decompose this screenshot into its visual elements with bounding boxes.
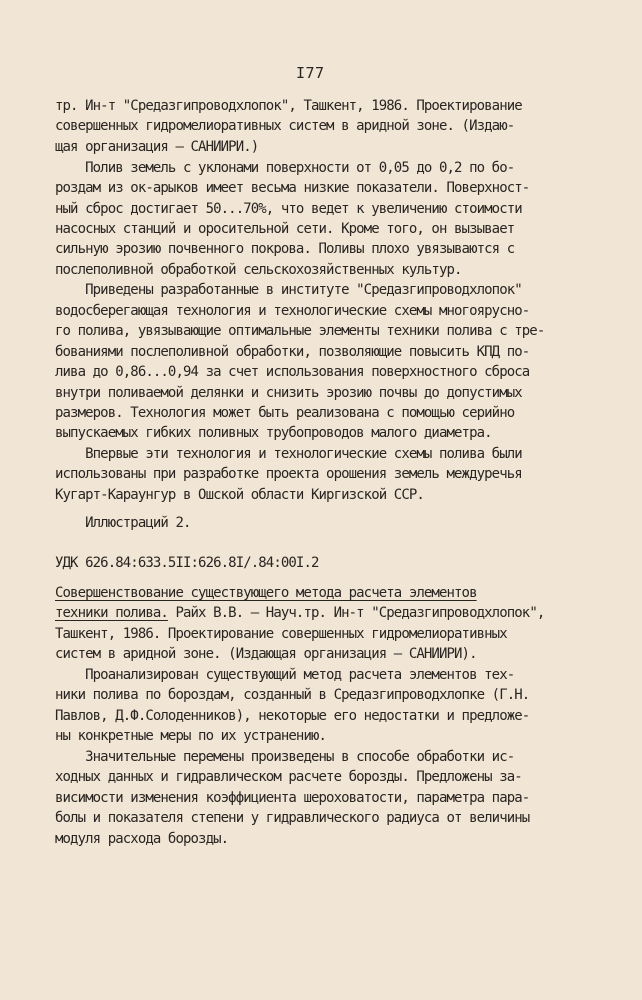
page-number: I77 — [296, 64, 325, 82]
text-line: использованы при разработке проекта орошения земель междуречья — [55, 466, 522, 482]
text-line: тр. Ин-т "Средазгипроводхлопок", Ташкент, 1986. Проектирование — [55, 98, 522, 114]
text-line: размеров. Технология может быть реализована с помощью серийно — [55, 405, 515, 421]
text-line: бованиями послеполивной обработки, позволяющие повысить КПД по- — [55, 344, 530, 360]
text-line: Впервые эти технология и технологические схемы полива были — [55, 446, 522, 462]
text-line: водосберегающая технология и технологические схемы многоярусно- — [55, 303, 530, 319]
article-title: Совершенствование существующего метода расчета элементов — [55, 585, 477, 601]
text-line: совершенных гидромелиоративных систем в аридной зоне. (Издаю- — [55, 118, 515, 134]
text-line: модуля расхода борозды. — [55, 831, 229, 847]
text-line: Проанализирован существующий метод расчета элементов тех- — [55, 667, 515, 683]
text-line: ны конкретные меры по их устранению. — [55, 728, 327, 744]
text-line: внутри поливаемой делянки и снизить эрозию почвы до допустимых — [55, 385, 522, 401]
text-line: Приведены разработанные в институте "Средазгипроводхлопок" — [55, 282, 522, 298]
text-line: ный сброс достигает 50...70%, что ведет к увеличению стоимости — [55, 201, 522, 217]
text-line: Павлов, Д.Ф.Солоденников), некоторые его недостатки и предложе- — [55, 708, 530, 724]
text-line: роздам из ок-арыков имеет весьма низкие показатели. Поверхност- — [55, 180, 530, 196]
text-line: Полив земель с уклонами поверхности от 0,05 до 0,2 по бо- — [55, 160, 515, 176]
text-line: Кугарт-Караунгур в Ошской области Киргизской ССР. — [55, 487, 424, 503]
text-line: висимости изменения коэффициента шероховатости, параметра пара- — [55, 790, 530, 806]
text-line: сильную эрозию почвенного покрова. Поливы плохо увязываются с — [55, 241, 515, 257]
text-line: Ташкент, 1986. Проектирование совершенных гидромелиоративных — [55, 626, 507, 642]
text-line: Значительные перемены произведены в способе обработки ис- — [55, 749, 515, 765]
article-title-end: техники полива. — [55, 605, 168, 621]
text-line: го полива, увязывающие оптимальные элементы техники полива с тре- — [55, 323, 545, 339]
text-line: выпускаемых гибких поливных трубопроводов малого диаметра. — [55, 425, 492, 441]
article-title-line2 — [55, 603, 544, 623]
article-authors: Райх В.В. – Науч.тр. Ин-т "Средазгипроводхлопок", — [167, 605, 545, 621]
text-line: щая организация – САНИИРИ.) — [55, 139, 259, 155]
udk-code: УДК 626.84:633.5II:626.8I/.84:00I.2 — [55, 555, 319, 571]
text-line: послеполивной обработкой сельскохозяйственных культур. — [55, 262, 462, 278]
illustrations-note: Иллюстраций 2. — [55, 515, 191, 531]
text-line: систем в аридной зоне. (Издающая организация – САНИИРИ). — [55, 646, 477, 662]
text-line: ходных данных и гидравлическом расчете борозды. Предложены за- — [55, 769, 522, 785]
text-line: болы и показателя степени у гидравлического радиуса от величины — [55, 810, 530, 826]
text-line: ники полива по бороздам, созданный в Средазгипроводхлопке (Г.Н. — [55, 687, 530, 703]
text-line: насосных станций и оросительной сети. Кроме того, он вызывает — [55, 221, 515, 237]
text-line: лива до 0,86...0,94 за счет использования поверхностного сброса — [55, 364, 530, 380]
